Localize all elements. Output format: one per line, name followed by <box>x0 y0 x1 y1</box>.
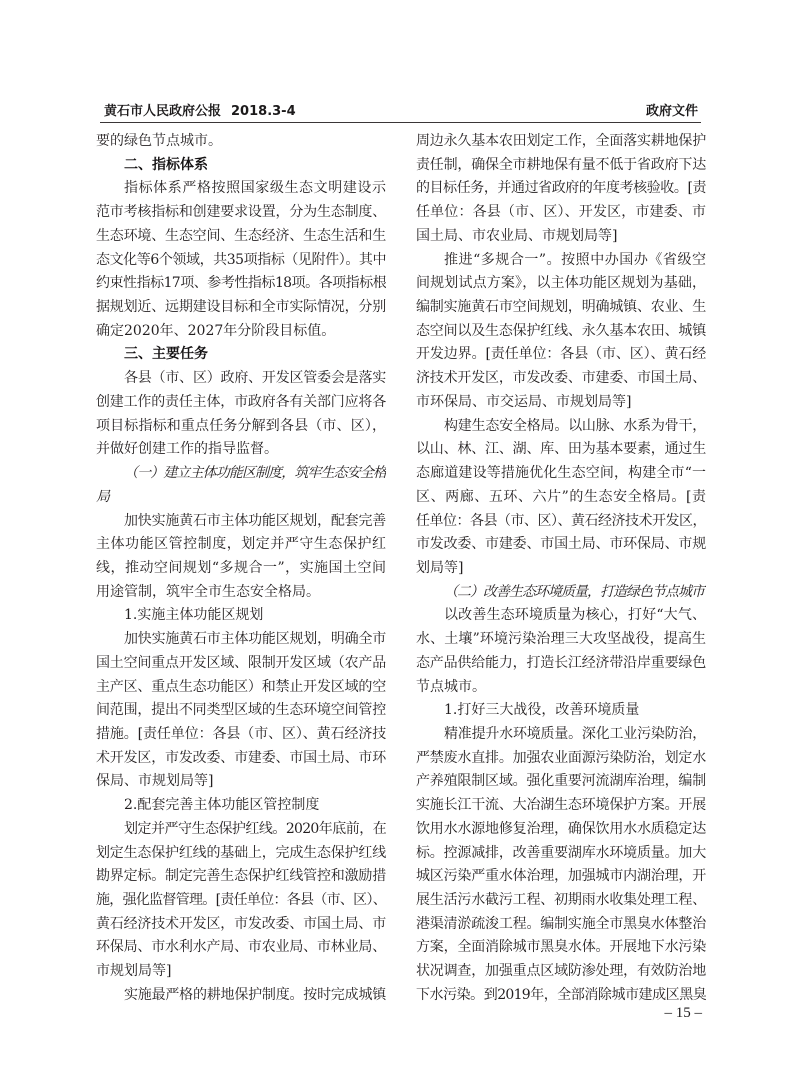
text-line: 节点城市。 <box>416 678 486 695</box>
section-heading <box>96 343 386 367</box>
page-number: – 15 – <box>664 1005 702 1021</box>
numbered-item-heading <box>416 699 706 723</box>
text-line: 国土局、市农业局、市规划局等] <box>416 227 618 244</box>
text-line: 展生活污水截污工程、初期雨水收集处理工程、 <box>416 892 706 908</box>
text-line: 划局等] <box>416 559 464 576</box>
text-line: 要的绿色节点城市。 <box>96 133 222 149</box>
publication-name: 黄石市人民政府公报 <box>104 104 222 119</box>
body-paragraph <box>416 249 706 415</box>
text-line: 二、指标体系 <box>124 156 208 173</box>
body-paragraph <box>96 628 386 794</box>
text-line: 并做好创建工作的指导监督。 <box>96 441 278 458</box>
text-line: 饮用水水源地修复治理，确保饮用水水质稳定达 <box>416 820 706 837</box>
text-line: 严禁废水直排。加强农业面源污染防治，划定水 <box>416 749 706 766</box>
body-paragraph <box>96 510 386 605</box>
body-paragraph <box>96 130 386 154</box>
body-paragraph <box>96 177 386 343</box>
text-line: 勘界定标。制定完善生态保护红线管控和激励措 <box>96 868 386 885</box>
text-line: 据规划近、远期建设目标和全市实际情况，分别 <box>96 299 386 316</box>
text-line: 2.配套完善主体功能区管控制度 <box>124 797 320 814</box>
text-line: 项目标指标和重点任务分解到各县（市、区）， <box>96 417 386 434</box>
text-line: 保局、市规划局等] <box>96 773 214 790</box>
text-line: 责任制，确保全市耕地保有量不低于省政府下达 <box>416 156 706 173</box>
body-paragraph <box>416 415 706 581</box>
text-line: 市发改委、市建委、市国土局、市环保局、市规 <box>416 536 706 553</box>
text-line: 精准提升水环境质量。深化工业污染防治， <box>444 725 706 742</box>
text-line: 环保局、市水利水产局、市农业局、市林业局、 <box>96 939 386 956</box>
text-line: 市环保局、市交运局、市规划局等] <box>416 393 632 410</box>
subsection-heading <box>416 581 706 605</box>
text-line: 1.实施主体功能区规划 <box>124 607 264 624</box>
text-line: 市规划局等] <box>96 963 172 980</box>
text-line: 港渠清淤疏浚工程。编制实施全市黑臭水体整治 <box>416 915 706 932</box>
body-paragraph <box>96 818 386 984</box>
text-line: 的目标任务，并通过省政府的年度考核验收。[责 <box>416 180 706 197</box>
text-line: 产养殖限制区域。强化重要河流湖库治理，编制 <box>416 773 706 790</box>
text-line: 各县（市、区）政府、开发区管委会是落实 <box>124 370 386 387</box>
text-line: 划定并严守生态保护红线。2020年底前，在 <box>124 820 386 837</box>
text-line: 下水污染。到2019年，全部消除城市建成区黑臭 <box>416 986 706 1003</box>
text-line: 任单位：各县（市、区）、开发区，市建委、市 <box>416 204 706 221</box>
body-paragraph <box>416 604 706 699</box>
text-line: 态廊道建设等措施优化生态空间，构建全市“一 <box>416 465 706 482</box>
issue-number: 2018.3-4 <box>231 104 296 119</box>
text-line: 创建工作的责任主体，市政府各有关部门应将各 <box>96 393 386 410</box>
left-column <box>96 130 386 1008</box>
text-line: 施，强化监督管理。[责任单位：各县（市、区）、 <box>96 892 386 908</box>
text-line: 间规划试点方案》，以主体功能区规划为基础， <box>416 275 706 292</box>
body-paragraph <box>416 723 706 1008</box>
text-line: 加快实施黄石市主体功能区规划，配套完善 <box>124 512 386 529</box>
text-line: （二）改善生态环境质量，打造绿色节点城市 <box>444 583 704 600</box>
text-line: 措施。[责任单位：各县（市、区）、黄石经济技 <box>96 725 386 742</box>
text-line: 推进“多规合一”。按照中办国办《省级空 <box>444 251 706 268</box>
text-line: 国土空间重点开发区域、限制开发区域（农产品 <box>96 654 386 671</box>
text-line: 以改善生态环境质量为核心，打好“大气、 <box>444 607 706 624</box>
text-line: 方案，全面消除城市黑臭水体。开展地下水污染 <box>416 939 706 956</box>
right-column <box>416 130 706 1008</box>
text-line: 范市考核指标和创建要求设置，分为生态制度、 <box>96 204 386 221</box>
numbered-item-heading <box>96 604 386 628</box>
numbered-item-heading <box>96 794 386 818</box>
text-line: 态产品供给能力，打造长江经济带沿岸重要绿色 <box>416 654 706 671</box>
running-header <box>104 103 698 121</box>
subsection-heading <box>96 462 386 509</box>
text-line: 主体功能区管控制度，划定并严守生态保护红 <box>96 536 386 553</box>
text-line: 黄石经济技术开发区，市发改委、市国土局、市 <box>96 915 386 932</box>
publication-title <box>104 103 296 121</box>
text-line: 划定生态保护红线的基础上，完成生态保护红线 <box>96 844 386 861</box>
text-line: 1.打好三大战役，改善环境质量 <box>444 702 640 719</box>
body-paragraph <box>96 367 386 462</box>
text-line: 任单位：各县（市、区）、黄石经济技术开发区， <box>416 512 706 529</box>
text-line: 标。控源减排，改善重要湖库水环境质量。加大 <box>416 844 706 861</box>
text-line: 三、主要任务 <box>124 346 208 363</box>
text-line: 用途管制，筑牢全市生态安全格局。 <box>96 583 320 600</box>
text-line: 编制实施黄石市空间规划，明确城镇、农业、生 <box>416 299 706 316</box>
section-heading <box>96 154 386 178</box>
text-line: 态空间以及生态保护红线、永久基本农田、城镇 <box>416 322 706 339</box>
text-line: 济技术开发区，市发改委、市建委、市国土局、 <box>416 370 706 387</box>
header-rule <box>100 122 701 123</box>
text-line: 间范围，提出不同类型区域的生态环境空间管控 <box>96 702 386 719</box>
text-line: 指标体系严格按照国家级生态文明建设示 <box>124 180 386 197</box>
text-line: 术开发区，市发改委、市建委、市国土局、市环 <box>96 749 386 766</box>
text-line: 生态环境、生态空间、生态经济、生态生活和生 <box>96 227 386 244</box>
text-line: （一）建立主体功能区制度，筑牢生态安全格 <box>124 465 386 482</box>
text-line: 水、土壤”环境污染治理三大攻坚战役，提高生 <box>416 631 706 648</box>
text-line: 周边永久基本农田划定工作，全面落实耕地保护 <box>416 133 706 149</box>
text-line: 开发边界。[责任单位：各县（市、区）、黄石经 <box>416 346 706 363</box>
text-line: 加快实施黄石市主体功能区规划，明确全市 <box>124 631 386 648</box>
section-label: 政府文件 <box>645 104 698 119</box>
text-line: 区、两廊、五环、六片”的生态安全格局。[责 <box>416 488 706 505</box>
text-line: 确定2020年、2027年分阶段目标值。 <box>96 322 336 339</box>
body-paragraph <box>416 130 706 249</box>
text-line: 以山、林、江、湖、库、田为基本要素，通过生 <box>416 441 706 458</box>
text-line: 实施最严格的耕地保护制度。按时完成城镇 <box>124 986 386 1003</box>
text-line: 实施长江干流、大冶湖生态环境保护方案。开展 <box>416 797 706 814</box>
text-line: 状况调查，加强重点区域防渗处理，有效防治地 <box>416 963 706 980</box>
text-line: 城区污染严重水体治理，加强城市内湖治理，开 <box>416 868 706 885</box>
text-line: 线，推动空间规划“多规合一”，实施国土空间 <box>96 559 386 576</box>
text-line: 约束性指标17项、参考性指标18项。各项指标根 <box>96 275 386 292</box>
text-line: 主产区、重点生态功能区）和禁止开发区域的空 <box>96 678 386 695</box>
text-line: 构建生态安全格局。以山脉、水系为骨干， <box>444 417 706 434</box>
text-line: 局 <box>96 488 110 505</box>
text-line: 态文化等6个领域，共35项指标（见附件）。其中 <box>96 251 386 268</box>
body-paragraph <box>96 984 386 1008</box>
